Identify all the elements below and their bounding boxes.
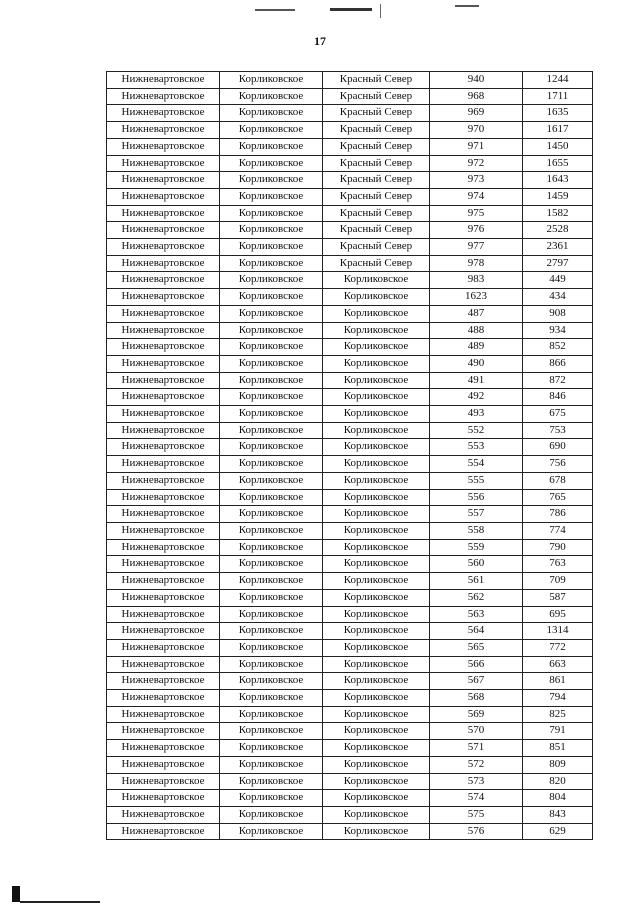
value-cell: 690 <box>523 439 593 456</box>
parcel-number-cell: 491 <box>430 372 523 389</box>
district-cell: Нижневартовское <box>107 472 220 489</box>
scan-artifact <box>455 5 479 7</box>
district-cell: Нижневартовское <box>107 723 220 740</box>
value-cell: 794 <box>523 690 593 707</box>
settlement-cell: Корликовское <box>220 322 323 339</box>
district-cell: Нижневартовское <box>107 355 220 372</box>
value-cell: 861 <box>523 673 593 690</box>
place-cell: Корликовское <box>323 355 430 372</box>
settlement-cell: Корликовское <box>220 439 323 456</box>
place-cell: Корликовское <box>323 573 430 590</box>
table-row <box>107 305 593 322</box>
value-cell: 1643 <box>523 172 593 189</box>
scan-artifact <box>12 886 20 902</box>
table-row <box>107 539 593 556</box>
district-cell: Нижневартовское <box>107 205 220 222</box>
parcel-number-cell: 561 <box>430 573 523 590</box>
scan-artifact <box>255 9 295 11</box>
place-cell: Корликовское <box>323 556 430 573</box>
value-cell: 2528 <box>523 222 593 239</box>
table-row <box>107 205 593 222</box>
parcel-number-cell: 971 <box>430 138 523 155</box>
district-cell: Нижневартовское <box>107 88 220 105</box>
place-cell: Корликовское <box>323 606 430 623</box>
value-cell: 1459 <box>523 188 593 205</box>
table-row <box>107 740 593 757</box>
settlement-cell: Корликовское <box>220 639 323 656</box>
value-cell: 820 <box>523 773 593 790</box>
district-cell: Нижневартовское <box>107 138 220 155</box>
parcel-number-cell: 977 <box>430 239 523 256</box>
place-cell: Красный Север <box>323 138 430 155</box>
settlement-cell: Корликовское <box>220 406 323 423</box>
district-cell: Нижневартовское <box>107 255 220 272</box>
place-cell: Корликовское <box>323 656 430 673</box>
district-cell: Нижневартовское <box>107 639 220 656</box>
table-row <box>107 506 593 523</box>
value-cell: 872 <box>523 372 593 389</box>
place-cell: Корликовское <box>323 790 430 807</box>
parcel-number-cell: 975 <box>430 205 523 222</box>
settlement-cell: Корликовское <box>220 138 323 155</box>
place-cell: Корликовское <box>323 522 430 539</box>
registry-table <box>106 71 593 840</box>
place-cell: Корликовское <box>323 439 430 456</box>
settlement-cell: Корликовское <box>220 255 323 272</box>
district-cell: Нижневартовское <box>107 522 220 539</box>
table-row <box>107 122 593 139</box>
table-row <box>107 456 593 473</box>
table-row <box>107 272 593 289</box>
parcel-number-cell: 940 <box>430 72 523 89</box>
table-row <box>107 422 593 439</box>
table-row <box>107 773 593 790</box>
place-cell: Красный Север <box>323 188 430 205</box>
value-cell: 763 <box>523 556 593 573</box>
settlement-cell: Корликовское <box>220 606 323 623</box>
settlement-cell: Корликовское <box>220 122 323 139</box>
value-cell: 866 <box>523 355 593 372</box>
district-cell: Нижневартовское <box>107 406 220 423</box>
table-row <box>107 355 593 372</box>
parcel-number-cell: 571 <box>430 740 523 757</box>
place-cell: Корликовское <box>323 723 430 740</box>
parcel-number-cell: 576 <box>430 823 523 840</box>
table-row <box>107 673 593 690</box>
settlement-cell: Корликовское <box>220 790 323 807</box>
table-row <box>107 389 593 406</box>
district-cell: Нижневартовское <box>107 773 220 790</box>
settlement-cell: Корликовское <box>220 339 323 356</box>
parcel-number-cell: 968 <box>430 88 523 105</box>
district-cell: Нижневартовское <box>107 222 220 239</box>
parcel-number-cell: 976 <box>430 222 523 239</box>
table-row <box>107 372 593 389</box>
settlement-cell: Корликовское <box>220 690 323 707</box>
place-cell: Корликовское <box>323 539 430 556</box>
district-cell: Нижневартовское <box>107 573 220 590</box>
district-cell: Нижневартовское <box>107 389 220 406</box>
parcel-number-cell: 978 <box>430 255 523 272</box>
settlement-cell: Корликовское <box>220 172 323 189</box>
settlement-cell: Корликовское <box>220 506 323 523</box>
registry-table-wrapper <box>106 71 592 840</box>
parcel-number-cell: 493 <box>430 406 523 423</box>
settlement-cell: Корликовское <box>220 706 323 723</box>
settlement-cell: Корликовское <box>220 305 323 322</box>
district-cell: Нижневартовское <box>107 539 220 556</box>
table-row <box>107 623 593 640</box>
table-row <box>107 406 593 423</box>
settlement-cell: Корликовское <box>220 522 323 539</box>
place-cell: Корликовское <box>323 372 430 389</box>
district-cell: Нижневартовское <box>107 456 220 473</box>
parcel-number-cell: 573 <box>430 773 523 790</box>
value-cell: 756 <box>523 456 593 473</box>
parcel-number-cell: 575 <box>430 806 523 823</box>
value-cell: 772 <box>523 639 593 656</box>
table-row <box>107 823 593 840</box>
value-cell: 846 <box>523 389 593 406</box>
scan-artifact <box>330 8 372 11</box>
parcel-number-cell: 566 <box>430 656 523 673</box>
value-cell: 678 <box>523 472 593 489</box>
settlement-cell: Корликовское <box>220 756 323 773</box>
place-cell: Корликовское <box>323 806 430 823</box>
place-cell: Корликовское <box>323 322 430 339</box>
value-cell: 675 <box>523 406 593 423</box>
table-row <box>107 222 593 239</box>
value-cell: 791 <box>523 723 593 740</box>
parcel-number-cell: 559 <box>430 539 523 556</box>
settlement-cell: Корликовское <box>220 456 323 473</box>
place-cell: Корликовское <box>323 623 430 640</box>
place-cell: Корликовское <box>323 506 430 523</box>
district-cell: Нижневартовское <box>107 155 220 172</box>
settlement-cell: Корликовское <box>220 539 323 556</box>
settlement-cell: Корликовское <box>220 389 323 406</box>
value-cell: 587 <box>523 589 593 606</box>
settlement-cell: Корликовское <box>220 589 323 606</box>
value-cell: 1711 <box>523 88 593 105</box>
district-cell: Нижневартовское <box>107 589 220 606</box>
parcel-number-cell: 560 <box>430 556 523 573</box>
registry-table-body <box>107 72 593 840</box>
district-cell: Нижневартовское <box>107 305 220 322</box>
table-row <box>107 439 593 456</box>
settlement-cell: Корликовское <box>220 222 323 239</box>
district-cell: Нижневартовское <box>107 740 220 757</box>
table-row <box>107 756 593 773</box>
parcel-number-cell: 970 <box>430 122 523 139</box>
parcel-number-cell: 553 <box>430 439 523 456</box>
settlement-cell: Корликовское <box>220 155 323 172</box>
value-cell: 1635 <box>523 105 593 122</box>
value-cell: 934 <box>523 322 593 339</box>
parcel-number-cell: 492 <box>430 389 523 406</box>
settlement-cell: Корликовское <box>220 723 323 740</box>
district-cell: Нижневартовское <box>107 272 220 289</box>
value-cell: 629 <box>523 823 593 840</box>
table-row <box>107 556 593 573</box>
place-cell: Корликовское <box>323 289 430 306</box>
settlement-cell: Корликовское <box>220 72 323 89</box>
table-row <box>107 606 593 623</box>
table-row <box>107 339 593 356</box>
district-cell: Нижневартовское <box>107 756 220 773</box>
district-cell: Нижневартовское <box>107 439 220 456</box>
district-cell: Нижневартовское <box>107 806 220 823</box>
district-cell: Нижневартовское <box>107 289 220 306</box>
table-row <box>107 172 593 189</box>
table-row <box>107 105 593 122</box>
place-cell: Корликовское <box>323 823 430 840</box>
district-cell: Нижневартовское <box>107 422 220 439</box>
table-row <box>107 155 593 172</box>
parcel-number-cell: 488 <box>430 322 523 339</box>
district-cell: Нижневартовское <box>107 172 220 189</box>
table-row <box>107 138 593 155</box>
table-row <box>107 289 593 306</box>
parcel-number-cell: 558 <box>430 522 523 539</box>
district-cell: Нижневартовское <box>107 823 220 840</box>
parcel-number-cell: 974 <box>430 188 523 205</box>
value-cell: 695 <box>523 606 593 623</box>
table-row <box>107 472 593 489</box>
district-cell: Нижневартовское <box>107 506 220 523</box>
settlement-cell: Корликовское <box>220 422 323 439</box>
value-cell: 709 <box>523 573 593 590</box>
value-cell: 809 <box>523 756 593 773</box>
table-row <box>107 322 593 339</box>
value-cell: 790 <box>523 539 593 556</box>
table-row <box>107 255 593 272</box>
district-cell: Нижневартовское <box>107 105 220 122</box>
table-row <box>107 239 593 256</box>
parcel-number-cell: 557 <box>430 506 523 523</box>
value-cell: 786 <box>523 506 593 523</box>
settlement-cell: Корликовское <box>220 673 323 690</box>
district-cell: Нижневартовское <box>107 339 220 356</box>
place-cell: Корликовское <box>323 773 430 790</box>
scan-artifact <box>20 901 100 903</box>
district-cell: Нижневартовское <box>107 690 220 707</box>
parcel-number-cell: 490 <box>430 355 523 372</box>
place-cell: Красный Север <box>323 205 430 222</box>
place-cell: Корликовское <box>323 639 430 656</box>
place-cell: Красный Север <box>323 155 430 172</box>
table-row <box>107 573 593 590</box>
value-cell: 825 <box>523 706 593 723</box>
parcel-number-cell: 556 <box>430 489 523 506</box>
settlement-cell: Корликовское <box>220 773 323 790</box>
place-cell: Красный Север <box>323 255 430 272</box>
place-cell: Корликовское <box>323 472 430 489</box>
place-cell: Корликовское <box>323 456 430 473</box>
place-cell: Корликовское <box>323 589 430 606</box>
district-cell: Нижневартовское <box>107 606 220 623</box>
value-cell: 1582 <box>523 205 593 222</box>
parcel-number-cell: 973 <box>430 172 523 189</box>
value-cell: 663 <box>523 656 593 673</box>
place-cell: Корликовское <box>323 489 430 506</box>
parcel-number-cell: 552 <box>430 422 523 439</box>
place-cell: Корликовское <box>323 389 430 406</box>
table-row <box>107 790 593 807</box>
district-cell: Нижневартовское <box>107 623 220 640</box>
value-cell: 774 <box>523 522 593 539</box>
district-cell: Нижневартовское <box>107 122 220 139</box>
scan-artifact <box>380 4 381 18</box>
place-cell: Корликовское <box>323 690 430 707</box>
place-cell: Корликовское <box>323 272 430 289</box>
parcel-number-cell: 972 <box>430 155 523 172</box>
settlement-cell: Корликовское <box>220 355 323 372</box>
value-cell: 2361 <box>523 239 593 256</box>
place-cell: Корликовское <box>323 756 430 773</box>
value-cell: 1617 <box>523 122 593 139</box>
table-row <box>107 656 593 673</box>
settlement-cell: Корликовское <box>220 205 323 222</box>
settlement-cell: Корликовское <box>220 573 323 590</box>
page-number: 17 <box>314 34 326 48</box>
table-row <box>107 723 593 740</box>
district-cell: Нижневартовское <box>107 72 220 89</box>
place-cell: Красный Север <box>323 88 430 105</box>
parcel-number-cell: 565 <box>430 639 523 656</box>
parcel-number-cell: 554 <box>430 456 523 473</box>
place-cell: Красный Север <box>323 105 430 122</box>
value-cell: 843 <box>523 806 593 823</box>
value-cell: 1655 <box>523 155 593 172</box>
place-cell: Красный Север <box>323 172 430 189</box>
parcel-number-cell: 564 <box>430 623 523 640</box>
place-cell: Корликовское <box>323 406 430 423</box>
parcel-number-cell: 568 <box>430 690 523 707</box>
value-cell: 434 <box>523 289 593 306</box>
value-cell: 852 <box>523 339 593 356</box>
district-cell: Нижневартовское <box>107 556 220 573</box>
district-cell: Нижневартовское <box>107 489 220 506</box>
settlement-cell: Корликовское <box>220 806 323 823</box>
table-row <box>107 806 593 823</box>
value-cell: 753 <box>523 422 593 439</box>
district-cell: Нижневартовское <box>107 239 220 256</box>
value-cell: 2797 <box>523 255 593 272</box>
place-cell: Корликовское <box>323 740 430 757</box>
value-cell: 1314 <box>523 623 593 640</box>
settlement-cell: Корликовское <box>220 105 323 122</box>
parcel-number-cell: 569 <box>430 706 523 723</box>
place-cell: Корликовское <box>323 706 430 723</box>
district-cell: Нижневартовское <box>107 706 220 723</box>
settlement-cell: Корликовское <box>220 556 323 573</box>
parcel-number-cell: 555 <box>430 472 523 489</box>
settlement-cell: Корликовское <box>220 272 323 289</box>
settlement-cell: Корликовское <box>220 656 323 673</box>
settlement-cell: Корликовское <box>220 289 323 306</box>
parcel-number-cell: 487 <box>430 305 523 322</box>
district-cell: Нижневартовское <box>107 322 220 339</box>
district-cell: Нижневартовское <box>107 656 220 673</box>
settlement-cell: Корликовское <box>220 489 323 506</box>
table-row <box>107 639 593 656</box>
settlement-cell: Корликовское <box>220 88 323 105</box>
value-cell: 851 <box>523 740 593 757</box>
table-row <box>107 706 593 723</box>
place-cell: Красный Север <box>323 239 430 256</box>
value-cell: 804 <box>523 790 593 807</box>
parcel-number-cell: 983 <box>430 272 523 289</box>
value-cell: 1450 <box>523 138 593 155</box>
table-row <box>107 589 593 606</box>
place-cell: Корликовское <box>323 673 430 690</box>
parcel-number-cell: 563 <box>430 606 523 623</box>
parcel-number-cell: 572 <box>430 756 523 773</box>
parcel-number-cell: 562 <box>430 589 523 606</box>
table-row <box>107 522 593 539</box>
district-cell: Нижневартовское <box>107 372 220 389</box>
parcel-number-cell: 574 <box>430 790 523 807</box>
place-cell: Корликовское <box>323 305 430 322</box>
value-cell: 908 <box>523 305 593 322</box>
parcel-number-cell: 567 <box>430 673 523 690</box>
settlement-cell: Корликовское <box>220 623 323 640</box>
table-row <box>107 188 593 205</box>
table-row <box>107 88 593 105</box>
parcel-number-cell: 1623 <box>430 289 523 306</box>
parcel-number-cell: 570 <box>430 723 523 740</box>
place-cell: Корликовское <box>323 422 430 439</box>
place-cell: Красный Север <box>323 72 430 89</box>
place-cell: Корликовское <box>323 339 430 356</box>
place-cell: Красный Север <box>323 122 430 139</box>
settlement-cell: Корликовское <box>220 472 323 489</box>
settlement-cell: Корликовское <box>220 740 323 757</box>
parcel-number-cell: 969 <box>430 105 523 122</box>
place-cell: Красный Север <box>323 222 430 239</box>
value-cell: 449 <box>523 272 593 289</box>
settlement-cell: Корликовское <box>220 239 323 256</box>
settlement-cell: Корликовское <box>220 188 323 205</box>
district-cell: Нижневартовское <box>107 673 220 690</box>
table-row <box>107 72 593 89</box>
settlement-cell: Корликовское <box>220 372 323 389</box>
settlement-cell: Корликовское <box>220 823 323 840</box>
value-cell: 1244 <box>523 72 593 89</box>
district-cell: Нижневартовское <box>107 188 220 205</box>
table-row <box>107 489 593 506</box>
parcel-number-cell: 489 <box>430 339 523 356</box>
table-row <box>107 690 593 707</box>
district-cell: Нижневартовское <box>107 790 220 807</box>
value-cell: 765 <box>523 489 593 506</box>
